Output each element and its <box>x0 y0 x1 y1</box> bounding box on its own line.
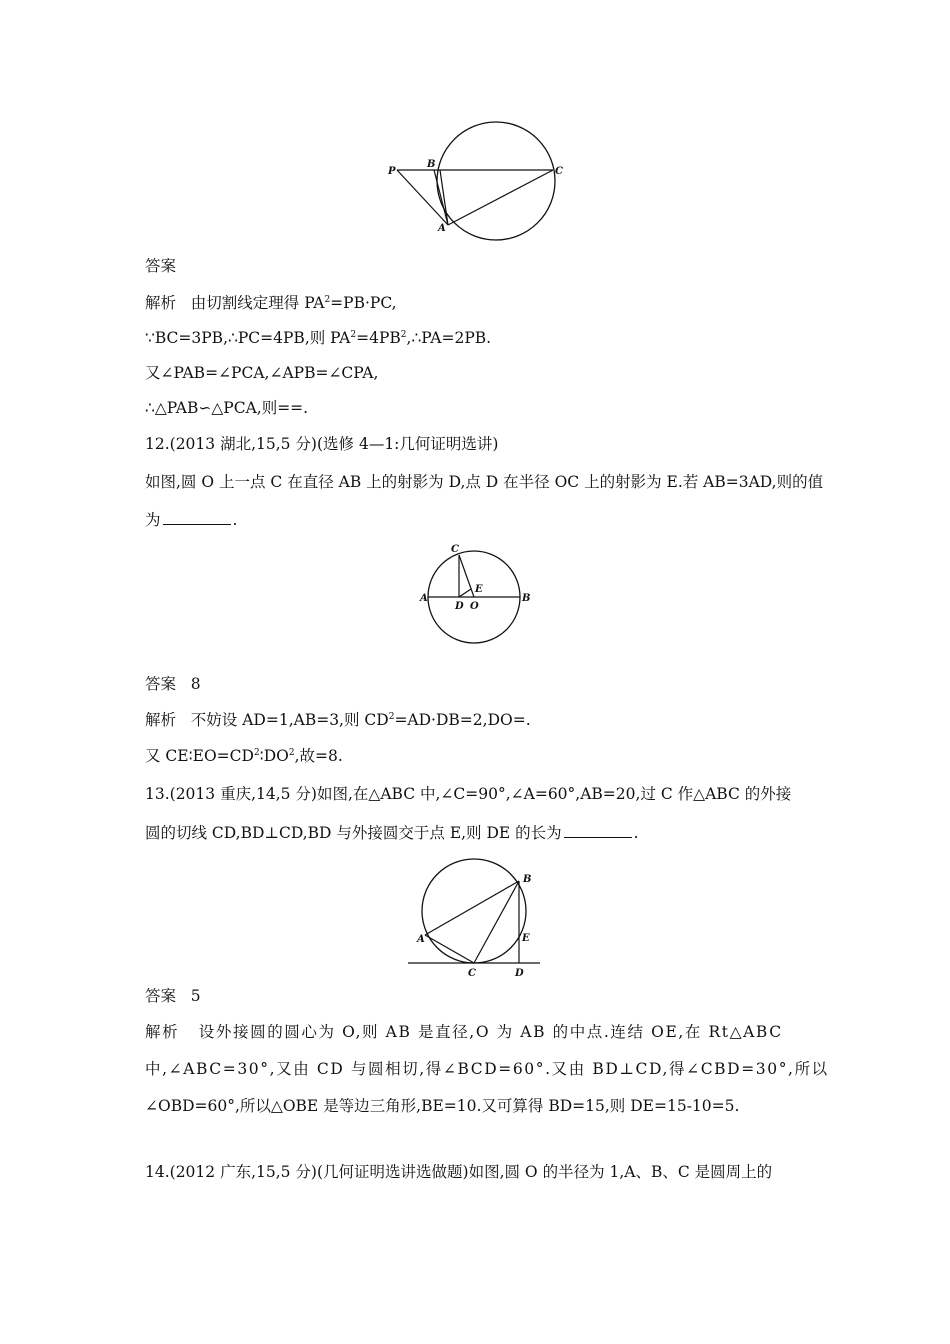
q11-analysis-line2: ∵BC=3PB,∴PC=4PB,则 $PA^2=4PB^2,\therefore PA=2PB$. <box>145 329 492 347</box>
q12-text-line2: 为 . <box>145 511 238 529</box>
label-p: P <box>388 166 396 177</box>
label-b: B <box>427 159 436 170</box>
answer-blank <box>564 823 632 838</box>
q12-header: 12.(2013 湖北,15,5 分)(选修 4—1:几何证明选讲) <box>145 435 499 453</box>
q11-analysis-line1: 解析 由切割线定理得 $PA^2=PB\cdot PC$, <box>145 294 397 312</box>
label-d: D <box>515 968 524 979</box>
figure-tangent-circle <box>405 855 550 980</box>
figure-tangent-secant <box>380 118 580 248</box>
q11-analysis-label: 解析 <box>145 294 177 312</box>
q12-analysis-line2: 又 $CE∶EO=CD^2∶DO^2$,故=8. <box>145 747 343 765</box>
label-a: A <box>417 934 425 945</box>
label-c: C <box>451 544 459 555</box>
q11-analysis-line4: ∴△PAB∽△PCA,则==. <box>145 399 309 417</box>
answer-blank <box>163 510 231 525</box>
q12-text-line1: 如图,圆 O 上一点 C 在直径 AB 上的射影为 D,点 D 在半径 OC 上的射影为 E.若 AB=3AD,则的值 <box>145 473 824 491</box>
label-a: A <box>420 593 428 604</box>
figure-circle-projection <box>415 540 540 650</box>
q12-answer: 答案 8 <box>145 675 201 693</box>
label-c: C <box>468 968 476 979</box>
label-o: O <box>470 601 479 612</box>
q13-text-line2: 圆的切线 CD,BD⊥CD,BD 与外接圆交于点 E,则 DE 的长为 . <box>145 824 639 842</box>
q14-header: 14.(2012 广东,15,5 分)(几何证明选讲选做题)如图,圆 O 的半径为 1,A、B、C 是圆周上的 <box>145 1163 773 1181</box>
label-c: C <box>555 166 563 177</box>
q13-analysis-line3: ∠OBD=60°,所以△OBE 是等边三角形,BE=10.又可算得 BD=15,则 DE=15-10=5. <box>145 1097 740 1115</box>
q11-answer-label: 答案 <box>145 257 177 275</box>
q13-analysis-line2: 中,∠ABC=30°,又由 CD 与圆相切,得∠BCD=60°.又由 BD⊥CD,得∠CBD=30°,所以 <box>145 1060 829 1078</box>
q13-analysis-line1: 解析 设外接圆的圆心为 O,则 AB 是直径,O 为 AB 的中点.连结 OE,在 Rt△ABC <box>145 1023 783 1041</box>
label-b: B <box>522 593 531 604</box>
label-b: B <box>523 874 532 885</box>
label-e: E <box>475 584 483 595</box>
q13-answer: 答案 5 <box>145 987 201 1005</box>
circle <box>437 122 555 240</box>
q12-analysis-line1: 解析 不妨设 AD=1,AB=3,则 $CD^2=AD\cdot DB=2,DO=$. <box>145 711 531 729</box>
q13-header: 13.(2013 重庆,14,5 分)如图,在△ABC 中,∠C=90°,∠A=60°,AB=20,过 C 作△ABC 的外接 <box>145 785 792 803</box>
label-d: D <box>455 601 464 612</box>
q11-analysis-line3: 又∠PAB=∠PCA,∠APB=∠CPA, <box>145 364 379 382</box>
label-a: A <box>438 223 446 234</box>
label-e: E <box>522 933 530 944</box>
